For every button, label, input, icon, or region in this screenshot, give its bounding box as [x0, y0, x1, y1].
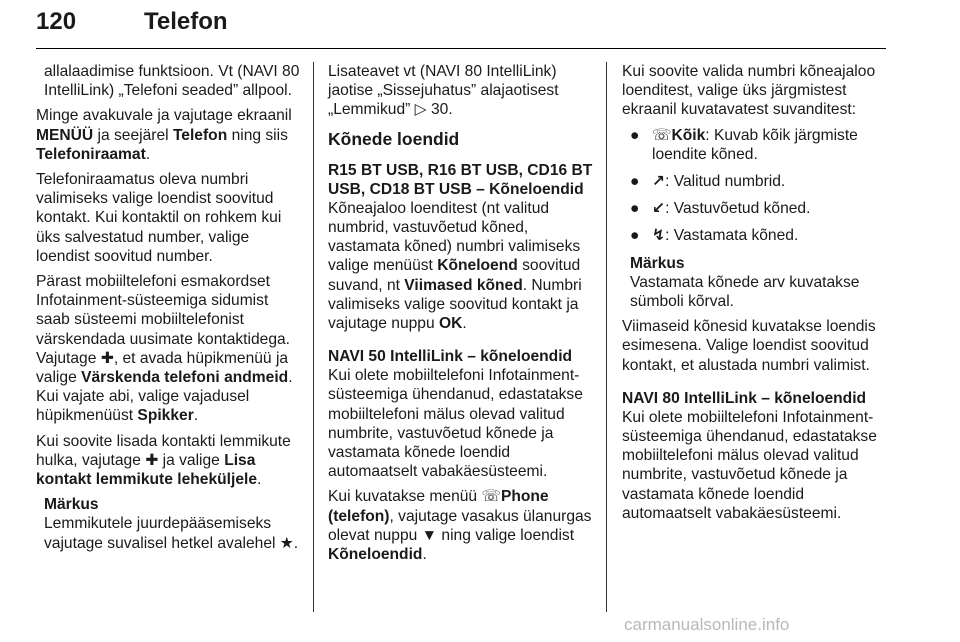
- note-title: Märkus: [630, 254, 685, 272]
- paragraph: Kui soovite valida numbri kõneajaloo loenditest, valige üks järgmistest ekraanil kuvatavatest suvanditest:: [622, 63, 876, 119]
- paragraph: Lisateavet vt (NAVI 80 IntelliLink) jaotise „Sissejuhatus” alajaotisest „Lemmikud” ▷ 30.: [328, 63, 559, 119]
- reference-arrow-icon: ▷: [414, 101, 427, 119]
- paragraph: Telefoniraamatus oleva numbri valimiseks valige loendist soovitud kontakt. Kui kontaktil on rohkem kui üks salvestatud number, valige loendist soovitud number.: [36, 171, 282, 265]
- column-right: [622, 62, 892, 529]
- star-icon: ★: [279, 534, 294, 552]
- down-triangle-icon: ▼: [421, 526, 438, 544]
- column-divider: [313, 62, 314, 612]
- dialed-call-icon: ↗: [652, 173, 666, 191]
- bullet: ●: [630, 200, 640, 218]
- subsection-heading: NAVI 50 IntelliLink – kõneloendid: [328, 348, 573, 366]
- note-text: Vastamata kõnede arv kuvatakse sümboli kõrval.: [630, 273, 860, 311]
- paragraph: Kui soovite lisada kontakti lemmikute hulka, vajutage ✚ ja valige Lisa kontakt lemmikute leheküljele.: [36, 432, 291, 489]
- paragraph: Viimaseid kõnesid kuvatakse loendis esimesena. Valige loendist soovitud kontakt, et alustada numbri valimist.: [622, 318, 876, 374]
- list-item: ● ☏Kõik: Kuvab kõik järgmiste loendite kõned.: [630, 126, 858, 163]
- note: [36, 495, 306, 553]
- subsection-heading: NAVI 80 IntelliLink – kõneloendid: [622, 389, 867, 407]
- column-middle: [328, 62, 600, 570]
- paragraph: Minge avakuvale ja vajutage ekraanil MENÜÜ ja seejärel Telefon ning siis Telefoniraamat.: [36, 107, 292, 163]
- note-text: Lemmikutele juurdepääsemiseks vajutage suvalisel hetkel avalehel ★.: [44, 515, 299, 552]
- bullet: ●: [630, 173, 640, 191]
- plus-icon: ✚: [100, 349, 114, 367]
- column-divider: [606, 62, 607, 612]
- note: [622, 254, 892, 312]
- paragraph: Kui kuvatakse menüü ☏Phone (telefon), vajutage vasakus ülanurgas olevat nuppu ▼ ning valige loendist Kõneloendid.: [328, 488, 592, 564]
- paragraph: Kui olete mobiiltelefoni Infotainment-süsteemiga ühendanud, edastatakse mobiiltelefoni mälus olevad valitud numbrite, vastuvõetud kõnede ja vastamata kõnede loendid automaatselt vabakäesüsteemi.: [622, 408, 877, 522]
- chapter-title: Telefon: [144, 8, 228, 35]
- subsection-heading: R15 BT USB, R16 BT USB, CD16 BT USB, CD18 BT USB – Kõneloendid: [328, 161, 593, 198]
- plus-icon: ✚: [145, 451, 159, 469]
- list-item: ● ↯: Vastamata kõned.: [630, 227, 799, 245]
- received-call-icon: ↙: [652, 200, 666, 218]
- page-number: 120: [36, 8, 77, 35]
- list-item: ● ↙: Vastuvõetud kõned.: [630, 200, 811, 218]
- watermark: carmanualsonline.info: [624, 615, 790, 634]
- bullet: ●: [630, 126, 640, 144]
- bullet: ●: [630, 227, 640, 245]
- paragraph: Kõneajaloo loenditest (nt valitud numbrid, vastuvõetud kõned, vastamata kõned) numbri valimiseks valige menüüst Kõneloend soovitud suvand, nt Viimased kõned. Numbri valimiseks valige soovitud kontakt ja vajutage nuppu OK.: [328, 199, 582, 333]
- paragraph: Pärast mobiiltelefoni esmakordset Infotainment-süsteemiga sidumist saab süsteemi mobiiltelefonist värskendada uusimate kontaktidega. Vajutage ✚, et avada hüpikmenüü ja valige Värskenda telefoni andmeid. Kui vajate abi, valige vajadusel hüpikmenüüst Spikker.: [36, 273, 293, 425]
- section-heading: Kõnede loendid: [328, 128, 460, 149]
- note-title: Märkus: [44, 496, 99, 514]
- column-left: [36, 62, 306, 559]
- missed-call-icon: ↯: [652, 227, 666, 245]
- call-list-options: [622, 126, 892, 246]
- page-header: [36, 4, 886, 49]
- paragraph: Kui olete mobiiltelefoni Infotainment-süsteemiga ühendanud, edastatakse mobiiltelefoni mälus olevad valitud numbrite, vastuvõetud kõnede ja vastamata kõnede loendid automaatselt vabakäesüsteemi.: [328, 367, 583, 481]
- paragraph: allalaadimise funktsioon. Vt (NAVI 80 IntelliLink) „Telefoni seaded” allpool.: [44, 63, 300, 100]
- phone-icon: ☏: [652, 126, 672, 144]
- list-item: ● ↗: Valitud numbrid.: [630, 173, 786, 191]
- phone-icon: ☏: [481, 488, 501, 506]
